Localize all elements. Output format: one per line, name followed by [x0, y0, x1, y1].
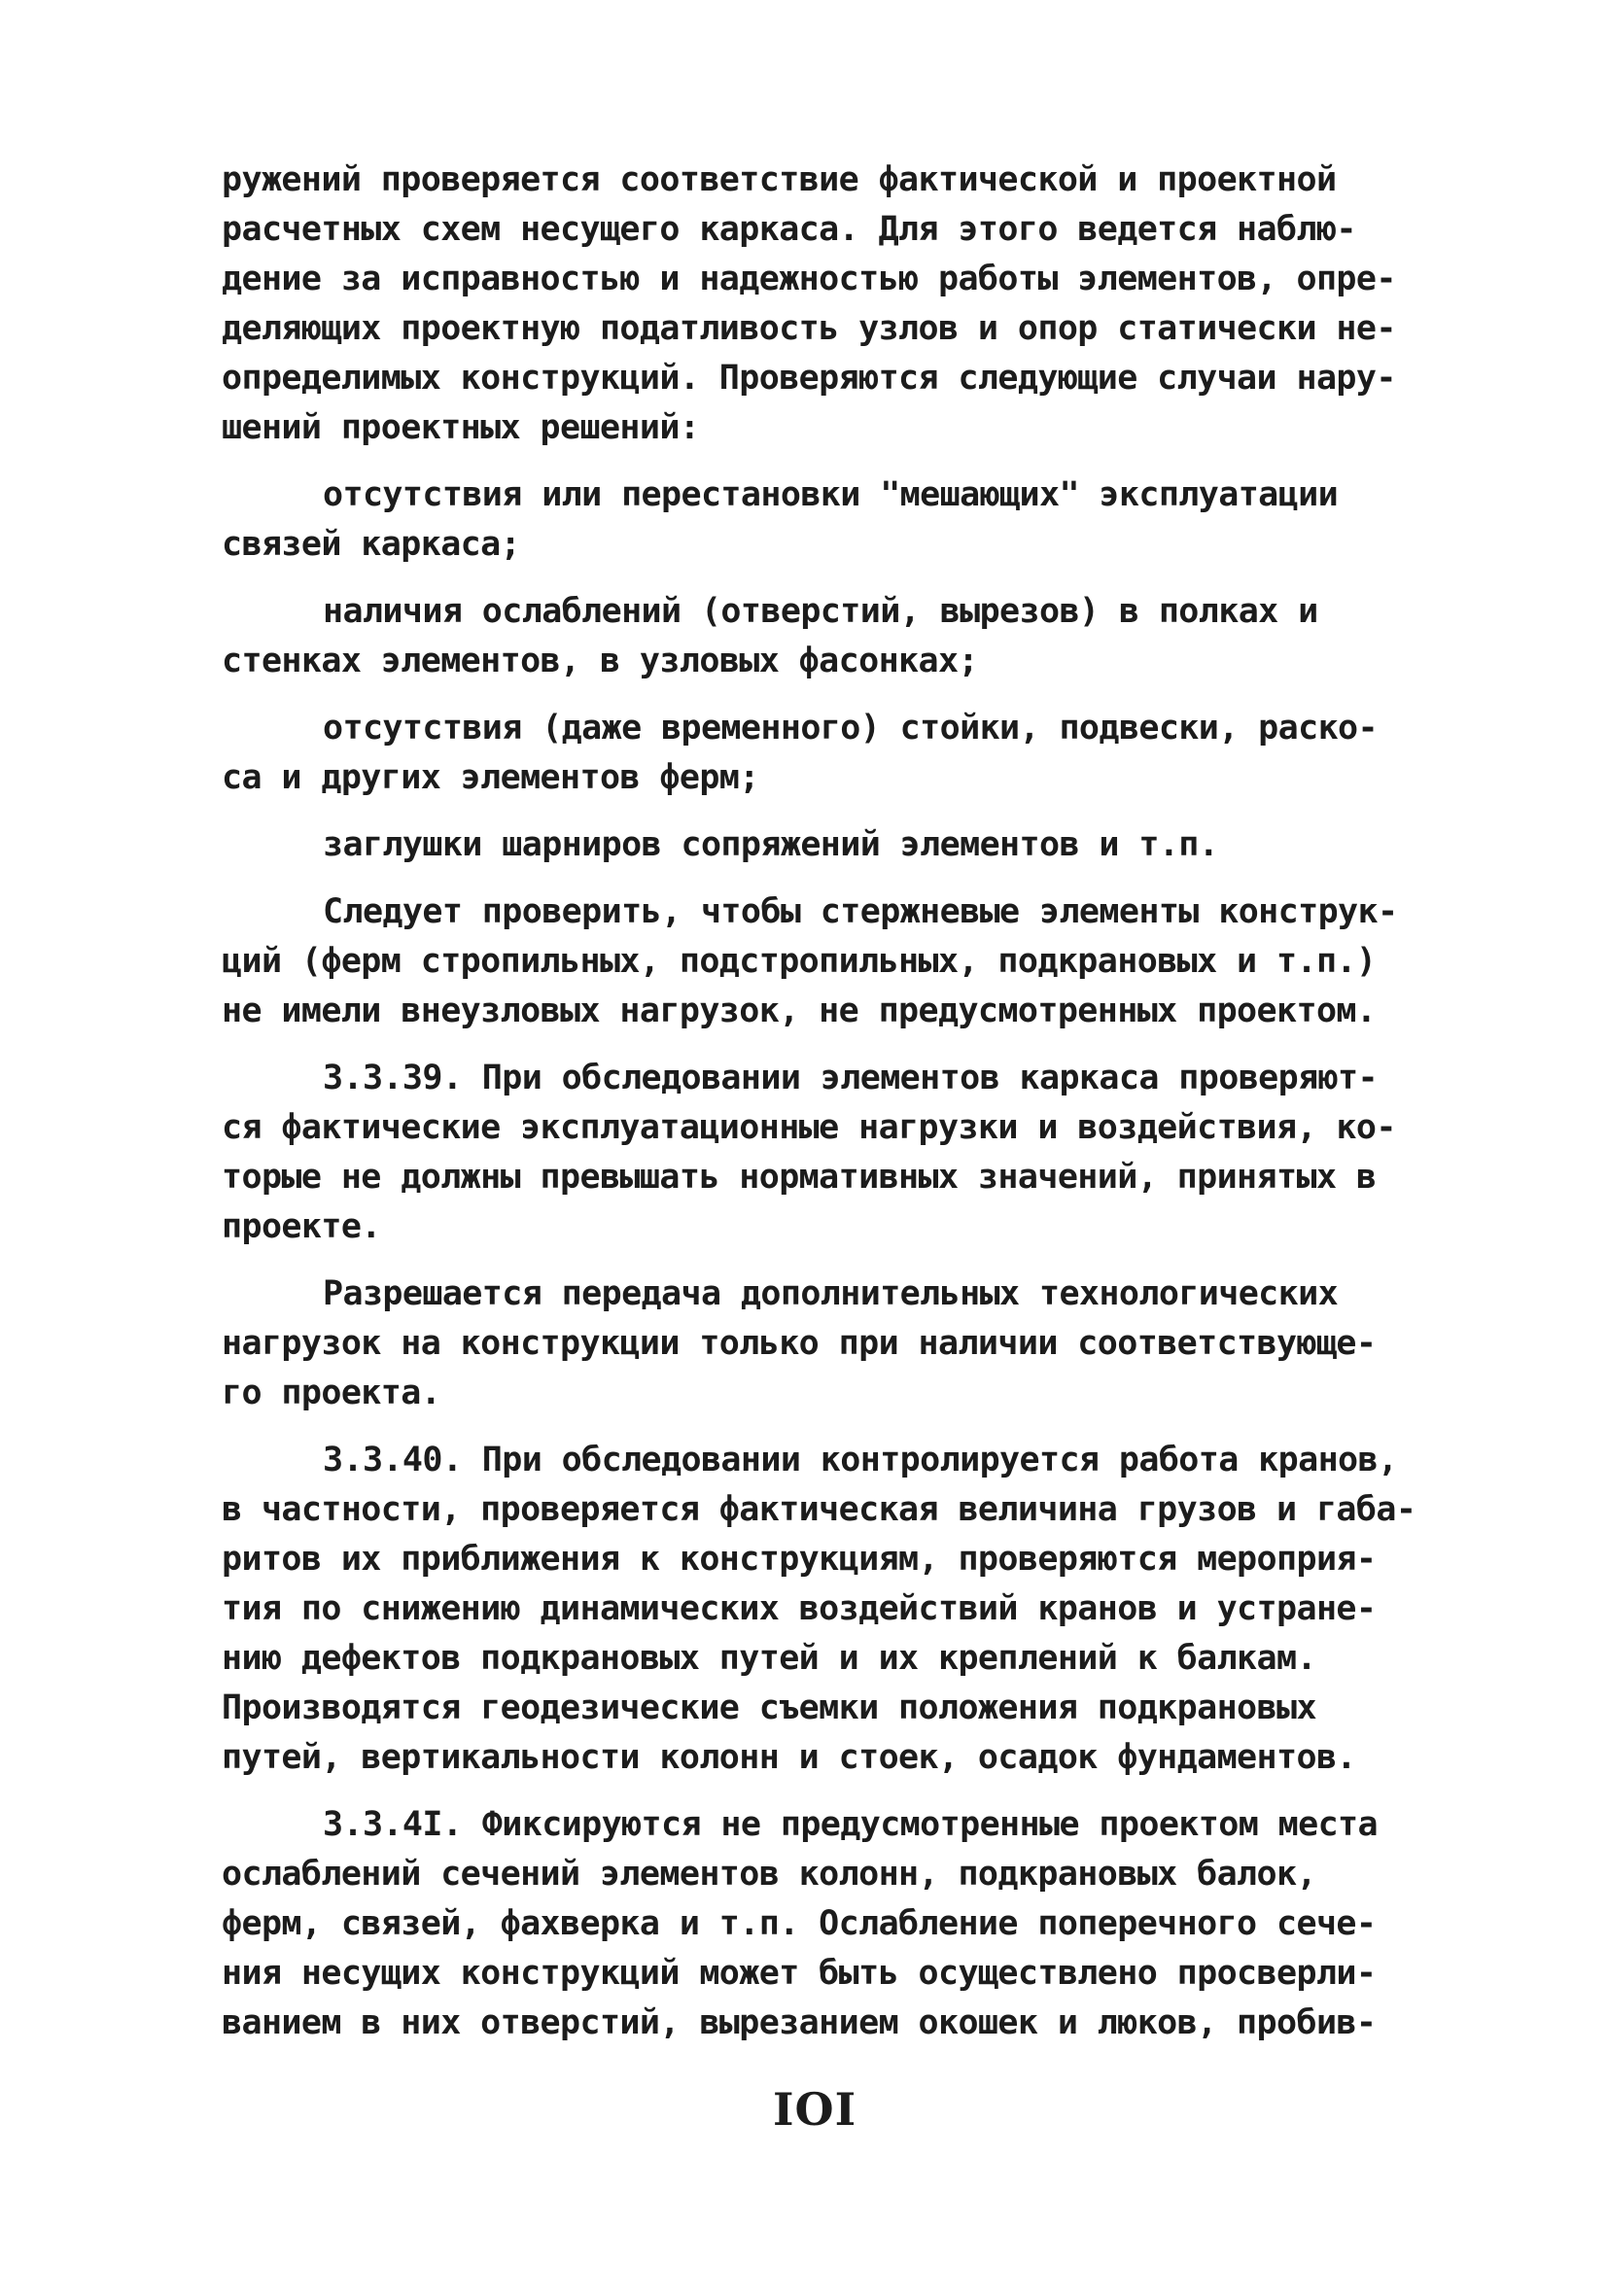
text-line: ванием в них отверстий, вырезанием окошек и люков, пробив-	[222, 2003, 1377, 2042]
text-line: связей каркаса;	[222, 525, 521, 564]
text-line: заглушки шарниров сопряжений элементов и т.п.	[323, 825, 1219, 864]
text-line: не имели внеузловых нагрузок, не предусмотренных проектом.	[222, 991, 1377, 1030]
text-line: Следует проверить, чтобы стержневые элементы конструк-	[323, 892, 1398, 931]
document-body	[222, 156, 1437, 2048]
text-line: отсутствия или перестановки "мешающих" эксплуатации	[323, 475, 1339, 514]
text-line: путей, вертикальности колонн и стоек, осадок фундаментов.	[222, 1738, 1356, 1777]
text-line: дение за исправностью и надежностью работы элементов, опре-	[222, 260, 1396, 298]
text-line: торые не должны превышать нормативных значений, принятых в	[222, 1158, 1377, 1197]
text-line: стенках элементов, в узловых фасонках;	[222, 642, 978, 680]
text-line: тия по снижению динамических воздействий кранов и устране-	[222, 1589, 1377, 1628]
text-line: отсутствия (даже временного) стойки, подвески, раско-	[323, 709, 1379, 748]
text-line: ружений проверяется соответствие фактической и проектной	[222, 160, 1337, 199]
text-line: нию дефектов подкрановых путей и их креплений к балкам.	[222, 1639, 1316, 1678]
text-line: ния несущих конструкций может быть осуществлено просверли-	[222, 1954, 1377, 1993]
text-line: ферм, связей, фахверка и т.п. Ослабление поперечного сече-	[222, 1904, 1377, 1943]
text-line: го проекта.	[222, 1374, 441, 1412]
page-number: IOI	[773, 2083, 857, 2136]
text-line: 3.3.40. При обследовании контролируется работа кранов,	[323, 1441, 1398, 1479]
text-line: проекте.	[222, 1207, 381, 1246]
text-line: 3.3.4I. Фиксируются не предусмотренные проектом места	[323, 1805, 1379, 1844]
text-line: ритов их приближения к конструкциям, проверяются мероприя-	[222, 1540, 1377, 1579]
text-line: расчетных схем несущего каркаса. Для этого ведется наблю-	[222, 210, 1356, 249]
text-line: ослаблений сечений элементов колонн, подкрановых балок,	[222, 1855, 1316, 1894]
text-line: 3.3.39. При обследовании элементов каркаса проверяют-	[323, 1059, 1379, 1097]
text-line: са и других элементов ферм;	[222, 758, 759, 797]
text-line: шений проектных решений:	[222, 408, 700, 447]
text-line: наличия ослаблений (отверстий, вырезов) в полках и	[323, 592, 1318, 631]
text-line: определимых конструкций. Проверяются следующие случаи нару-	[222, 359, 1396, 398]
text-line: Производятся геодезические съемки положения подкрановых	[222, 1688, 1316, 1727]
text-line: ся фактические эксплуатационные нагрузки и воздействия, ко-	[222, 1108, 1396, 1147]
text-line: нагрузок на конструкции только при наличии соответствующе-	[222, 1324, 1377, 1363]
text-line: ций (ферм стропильных, подстропильных, подкрановых и т.п.)	[222, 942, 1377, 981]
text-line: деляющих проектную податливость узлов и опор статически не-	[222, 309, 1396, 348]
text-line: Разрешается передача дополнительных технологических	[323, 1274, 1339, 1313]
text-line: в частности, проверяется фактическая величина грузов и габа-	[222, 1490, 1416, 1529]
